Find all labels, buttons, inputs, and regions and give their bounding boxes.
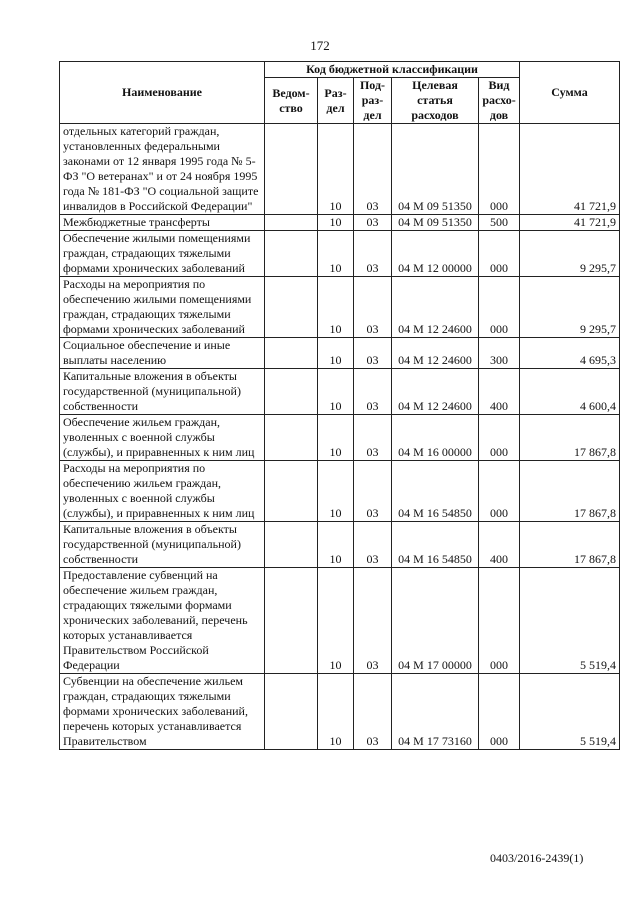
- header-section: Раз-дел: [318, 78, 354, 124]
- row-name: Социальное обеспечение и иные выплаты населению: [60, 338, 265, 369]
- row-section: 10: [318, 215, 354, 231]
- page-number: 172: [310, 38, 330, 53]
- row-ministry: [265, 461, 318, 522]
- row-expense-type: 000: [479, 124, 520, 215]
- row-name: Межбюджетные трансферты: [60, 215, 265, 231]
- row-sum: 41 721,9: [520, 215, 620, 231]
- row-expense-type: 000: [479, 461, 520, 522]
- row-name: Обеспечение жильем граждан, уволенных с военной службы (службы), и приравненных к ним лиц: [60, 415, 265, 461]
- row-sum: 5 519,4: [520, 674, 620, 750]
- row-subsection: 03: [354, 568, 392, 674]
- row-ministry: [265, 338, 318, 369]
- row-target: 04 М 09 51350: [392, 124, 479, 215]
- header-target: Целевая статья расходов: [392, 78, 479, 124]
- row-expense-type: 500: [479, 215, 520, 231]
- table-row: [60, 568, 620, 674]
- row-name: Капитальные вложения в объекты государственной (муниципальной) собственности: [60, 522, 265, 568]
- row-target: 04 М 12 24600: [392, 338, 479, 369]
- header-code-group: Код бюджетной классификации: [265, 62, 520, 78]
- table-header: [60, 62, 620, 124]
- row-section: 10: [318, 415, 354, 461]
- row-ministry: [265, 369, 318, 415]
- row-name: Обеспечение жилыми помещениями граждан, страдающих тяжелыми формами хронических заболеваний: [60, 231, 265, 277]
- row-subsection: 03: [354, 338, 392, 369]
- table-row: [60, 415, 620, 461]
- row-subsection: 03: [354, 231, 392, 277]
- row-target: 04 М 16 00000: [392, 415, 479, 461]
- row-subsection: 03: [354, 124, 392, 215]
- table-row: [60, 277, 620, 338]
- row-section: 10: [318, 674, 354, 750]
- row-subsection: 03: [354, 277, 392, 338]
- row-name: Субвенции на обеспечение жильем граждан, страдающих тяжелыми формами хронических заболеваний, перечень которых устанавливается Правительством: [60, 674, 265, 750]
- row-sum: 9 295,7: [520, 231, 620, 277]
- row-section: 10: [318, 369, 354, 415]
- table-row: [60, 124, 620, 215]
- row-sum: 41 721,9: [520, 124, 620, 215]
- row-subsection: 03: [354, 522, 392, 568]
- table-body: [60, 124, 620, 750]
- row-target: 04 М 12 24600: [392, 369, 479, 415]
- row-section: 10: [318, 522, 354, 568]
- row-expense-type: 000: [479, 568, 520, 674]
- row-sum: 4 600,4: [520, 369, 620, 415]
- row-expense-type: 000: [479, 674, 520, 750]
- row-subsection: 03: [354, 215, 392, 231]
- document-number: 0403/2016-2439(1): [490, 851, 584, 865]
- row-subsection: 03: [354, 415, 392, 461]
- row-name: Расходы на мероприятия по обеспечению жильем граждан, уволенных с военной службы (службы), и приравненных к ним лиц: [60, 461, 265, 522]
- table-row: [60, 338, 620, 369]
- header-subsection: Под-раз-дел: [354, 78, 392, 124]
- header-expense-type: Вид расхо-дов: [479, 78, 520, 124]
- header-sum: Сумма: [520, 62, 620, 124]
- row-section: 10: [318, 568, 354, 674]
- row-sum: 17 867,8: [520, 522, 620, 568]
- row-sum: 17 867,8: [520, 415, 620, 461]
- row-sum: 5 519,4: [520, 568, 620, 674]
- row-target: 04 М 12 00000: [392, 231, 479, 277]
- row-subsection: 03: [354, 369, 392, 415]
- row-name: Капитальные вложения в объекты государственной (муниципальной) собственности: [60, 369, 265, 415]
- row-ministry: [265, 277, 318, 338]
- table-row: [60, 369, 620, 415]
- header-ministry: Ведом-ство: [265, 78, 318, 124]
- row-subsection: 03: [354, 674, 392, 750]
- row-ministry: [265, 124, 318, 215]
- table-row: [60, 674, 620, 750]
- row-ministry: [265, 231, 318, 277]
- row-name: Предоставление субвенций на обеспечение жильем граждан, страдающих тяжелыми формами хронических заболеваний, перечень которых устанавливается Правительством Российской Федерации: [60, 568, 265, 674]
- row-expense-type: 400: [479, 369, 520, 415]
- row-section: 10: [318, 461, 354, 522]
- row-expense-type: 400: [479, 522, 520, 568]
- table-row: [60, 461, 620, 522]
- row-sum: 9 295,7: [520, 277, 620, 338]
- table-row: [60, 231, 620, 277]
- row-name: Расходы на мероприятия по обеспечению жилыми помещениями граждан, страдающих тяжелыми формами хронических заболеваний: [60, 277, 265, 338]
- row-ministry: [265, 568, 318, 674]
- table-row: [60, 522, 620, 568]
- row-expense-type: 300: [479, 338, 520, 369]
- row-ministry: [265, 522, 318, 568]
- row-target: 04 М 16 54850: [392, 461, 479, 522]
- row-sum: 17 867,8: [520, 461, 620, 522]
- table-row: [60, 215, 620, 231]
- row-section: 10: [318, 277, 354, 338]
- row-ministry: [265, 215, 318, 231]
- row-name: отдельных категорий граждан, установленных федеральными законами от 12 января 1995 года № 5-ФЗ "О ветеранах" и от 24 ноября 1995 года № 181-ФЗ "О социальной защите инвалидов в Российской Федерации": [60, 124, 265, 215]
- row-expense-type: 000: [479, 415, 520, 461]
- row-section: 10: [318, 231, 354, 277]
- row-target: 04 М 16 54850: [392, 522, 479, 568]
- row-subsection: 03: [354, 461, 392, 522]
- budget-table: [59, 61, 620, 750]
- row-target: 04 М 17 73160: [392, 674, 479, 750]
- row-expense-type: 000: [479, 231, 520, 277]
- row-sum: 4 695,3: [520, 338, 620, 369]
- row-target: 04 М 12 24600: [392, 277, 479, 338]
- row-ministry: [265, 674, 318, 750]
- row-ministry: [265, 415, 318, 461]
- row-target: 04 М 09 51350: [392, 215, 479, 231]
- row-section: 10: [318, 124, 354, 215]
- row-expense-type: 000: [479, 277, 520, 338]
- row-section: 10: [318, 338, 354, 369]
- header-name: Наименование: [60, 62, 265, 124]
- row-target: 04 М 17 00000: [392, 568, 479, 674]
